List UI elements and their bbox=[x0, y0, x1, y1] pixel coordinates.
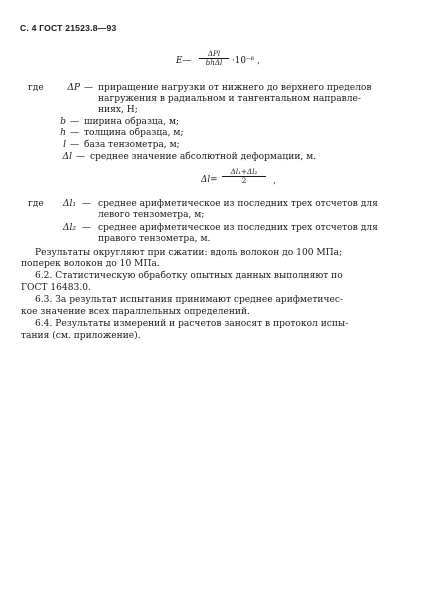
dash: — bbox=[70, 117, 80, 127]
paragraph-6-2: 6.2. Статистическую обработку опытных данных выполняют по bbox=[35, 271, 343, 281]
paragraph-6-3: 6.3. За результат испытания принимают среднее арифметичес- bbox=[35, 295, 344, 305]
symbol-h: h bbox=[60, 128, 66, 138]
paragraph-6-4-cont: тания (см. приложение). bbox=[21, 331, 141, 341]
definition-line: приращение нагрузки от нижнего до верхнего пределов bbox=[98, 83, 372, 93]
formula-lhs: E— bbox=[176, 56, 192, 66]
symbol-delta-l1: Δl₁ bbox=[62, 199, 76, 209]
paragraph-6-4: 6.4. Результаты измерений и расчетов заносят в протокол испы- bbox=[35, 319, 349, 329]
formula-tail: , bbox=[273, 176, 276, 186]
definition-line: среднее значение абсолютной деформации, м. bbox=[90, 152, 317, 162]
symbol-delta-l: Δl bbox=[62, 152, 72, 162]
paragraph-rounding: Результаты округляют при сжатии: вдоль волокон до 100 МПа; bbox=[35, 248, 343, 258]
formula-numerator: ΔPl bbox=[207, 49, 221, 58]
dash: — bbox=[84, 83, 94, 93]
formula-numerator: Δl₁+Δl₂ bbox=[230, 167, 258, 176]
page-header: С. 4 ГОСТ 21523.8—93 bbox=[20, 23, 117, 33]
dash: — bbox=[70, 140, 80, 150]
where-label: где bbox=[28, 199, 44, 209]
paragraph-rounding-cont: поперек волокон до 10 МПа. bbox=[21, 259, 160, 269]
formula-lhs: Δl= bbox=[201, 175, 218, 185]
definition-line: ниях, Н; bbox=[98, 105, 138, 115]
dash: — bbox=[76, 152, 86, 162]
formula-factor: ·10⁻⁶ , bbox=[232, 56, 260, 66]
paragraph-6-2-cont: ГОСТ 16483.0. bbox=[21, 283, 91, 293]
definition-line: левого тензометра, м; bbox=[98, 210, 205, 220]
formula-fraction bbox=[199, 50, 229, 67]
symbol-delta-l2: Δl₂ bbox=[62, 223, 76, 233]
definition-line: правого тензометра, м. bbox=[98, 234, 211, 244]
dash: — bbox=[70, 128, 80, 138]
formula-fraction bbox=[222, 168, 266, 185]
formula-denominator: 2 bbox=[241, 176, 247, 185]
where-label: где bbox=[28, 83, 44, 93]
definition-line: ширина образца, м; bbox=[84, 117, 180, 127]
dash: — bbox=[82, 223, 92, 233]
definition-line: нагружения в радиальном и тангентальном направле- bbox=[98, 94, 361, 104]
symbol-l: l bbox=[63, 140, 66, 150]
symbol-delta-p: ΔP bbox=[67, 83, 80, 93]
dash: — bbox=[82, 199, 92, 209]
symbol-b: b bbox=[60, 117, 66, 127]
definition-line: толщина образца, м; bbox=[84, 128, 184, 138]
definition-line: база тензометра, м; bbox=[84, 140, 180, 150]
formula-denominator: bhΔl bbox=[205, 58, 223, 67]
definition-line: среднее арифметическое из последних трех отсчетов для bbox=[98, 199, 378, 209]
definition-line: среднее арифметическое из последних трех отсчетов для bbox=[98, 223, 378, 233]
paragraph-6-3-cont: кое значение всех параллельных определений. bbox=[21, 307, 250, 317]
